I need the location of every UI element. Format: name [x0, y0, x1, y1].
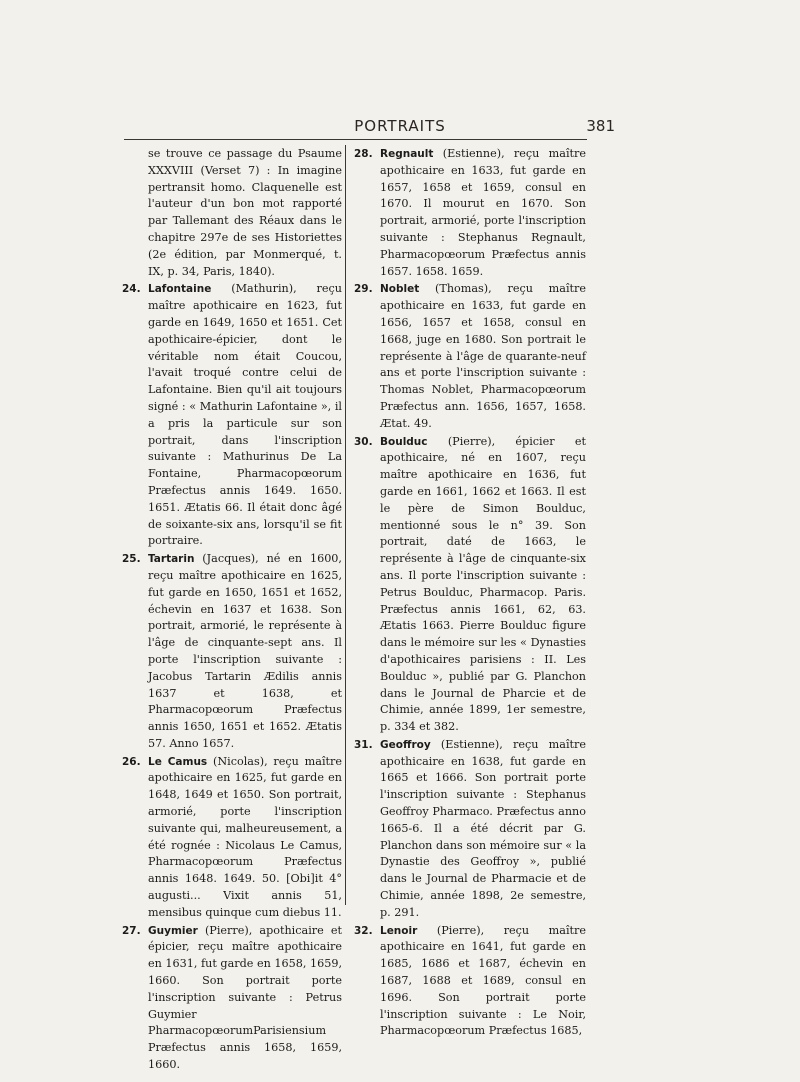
entry-text: (Nicolas), reçu maître apothicaire en 1625, fut garde en 1648, 1649 et 1650. Son portrait, armorié, porte l'inscription suivante qui, malheureusement, a été rognée : Nicolaus Le Camus, Pharmacopœorum Præfectus annis 1648. 1649. 50. [Obi]it 4° augusti... Vixit annis 51, mensibus quinque cum diebus 11.: [148, 754, 342, 919]
entry-27: [122, 923, 342, 1074]
entry-text: (Thomas), reçu maître apothicaire en 1633, fut garde en 1656, 1657 et 1658, consul en 1668, juge en 1680. Son portrait le représente à l'âge de quarante-neuf ans et porte l'inscription suivante : Thomas Noblet, Pharmacopœorum Præfectus ann. 1656, 1657, 1658. Ætat. 49.: [380, 282, 586, 430]
entry-number: 24.: [122, 283, 141, 296]
entry-text: (Estienne), reçu maître apothicaire en 1633, fut garde en 1657, 1658 et 1659, consul en 1670. Il mourut en 1670. Son portrait, armorié, porte l'inscription suivante : Stephanus Regnault, Pharmacopœorum Præfectus annis 1657. 1658. 1659.: [380, 147, 586, 278]
entry-28: [354, 146, 586, 280]
entry-text: (Pierre), reçu maître apothicaire en 1641, fut garde en 1685, 1686 et 1687, échevin en 1687, 1688 et 1689, consul en 1696. Son portrait porte l'inscription suivante : Le Noir, Pharmacopœorum Præfectus 1685,: [380, 923, 586, 1038]
continuation-paragraph: se trouve ce passage du Psaume XXXVIII (Verset 7) : In imagine pertransit homo. Claquenelle est l'auteur d'un bon mot rapporté par Tallemant des Réaux dans le chapitre 297e de ses Historiettes (2e édition, par Monmerqué, t. IX, p. 34, Paris, 1840).: [148, 147, 342, 278]
entry-text: (Estienne), reçu maître apothicaire en 1638, fut garde en 1665 et 1666. Son portrait porte l'inscription suivante : Stephanus Geoffroy Pharmaco. Præfectus anno 1665-6. Il a été décrit par G. Planchon dans son mémoire sur « la Dynastie des Geoffroy », publié dans le Journal de Pharmacie et de Chimie, année 1898, 2e semestre, p. 291.: [380, 737, 586, 919]
entry-number: 25.: [122, 553, 141, 566]
entry-name: Lafontaine: [148, 283, 212, 296]
entry-number: 32.: [354, 924, 373, 937]
entry-number: 31.: [354, 738, 373, 751]
column-separator: [345, 145, 346, 905]
entry-name: Tartarin: [148, 553, 195, 566]
header-rule: [124, 139, 587, 140]
entry-number: 27.: [122, 924, 141, 937]
entry-26: [122, 754, 342, 922]
entry-name: Lenoir: [380, 924, 418, 937]
entry-number: 29.: [354, 283, 373, 296]
entry-32: [354, 923, 586, 1041]
right-column: [354, 146, 586, 1041]
entry-number: 28.: [354, 148, 373, 160]
left-column: [122, 146, 342, 1075]
entry-24: [122, 281, 342, 550]
entry-name: Le Camus: [148, 755, 208, 768]
entry-text: (Pierre), apothicaire et épicier, reçu maître apothicaire en 1631, fut garde en 1658, 1659, 1660. Son portrait porte l'inscription suivante : Petrus Guymier PharmacopœorumParisiensium Præfectus annis 1658, 1659, 1660.: [148, 923, 342, 1072]
page-number: 381: [586, 117, 615, 135]
entry-name: Geoffroy: [380, 738, 431, 751]
entry-number: 30.: [354, 435, 373, 448]
entry-number: 26.: [122, 755, 141, 768]
entry-25: [122, 551, 342, 753]
entry-30: [354, 434, 586, 736]
entry-text: (Mathurin), reçu maître apothicaire en 1623, fut garde en 1649, 1650 et 1651. Cet apothicaire-épicier, dont le véritable nom était Coucou, l'avait troqué contre celui de Lafontaine. Bien qu'il ait toujours signé : « Mathurin Lafontaine », il a pris la particule sur son portrait, dans l'inscription suivante : Mathurinus De La Fontaine, Pharmacopœorum Præfectus annis 1649. 1650. 1651. Ætatis 66. Il était donc âgé de soixante-six ans, lorsqu'il se fit portraire.: [148, 282, 342, 548]
entry-text: (Jacques), né en 1600, reçu maître apothicaire en 1625, fut garde en 1650, 1651 et 1652, échevin en 1637 et 1638. Son portrait, armorié, le représente à l'âge de cinquante-sept ans. Il porte l'inscription suivante : Jacobus Tartarin Ædilis annis 1637 et 1638, et Pharmacopœorum Præfectus annis 1650, 1651 et 1652. Ætatis 57. Anno 1657.: [148, 552, 342, 750]
entry-name: Noblet: [380, 283, 420, 296]
entry-name: Boulduc: [380, 435, 428, 448]
entry-name: Regnault: [380, 148, 434, 160]
entry-text: (Pierre), épicier et apothicaire, né en 1607, reçu maître apothicaire en 1636, fut garde en 1661, 1662 et 1663. Il est le père de Simon Boulduc, mentionné sous le n° 39. Son portrait, daté de 1663, le représente à l'âge de cinquante-six ans. Il porte l'inscription suivante : Petrus Boulduc, Pharmacop. Paris. Præfectus annis 1661, 62, 63. Ætatis 1663. Pierre Boulduc figure dans le mémoire sur les « Dynasties d'apothicaires parisiens : II. Les Boulduc », publié par G. Planchon dans le Journal de Pharcie et de Chimie, année 1899, 1er semestre, p. 334 et 382.: [380, 434, 587, 734]
entry-31: [354, 737, 586, 922]
entry-29: [354, 281, 586, 432]
running-head: PORTRAITS: [354, 117, 446, 135]
entry-name: Guymier: [148, 924, 198, 937]
